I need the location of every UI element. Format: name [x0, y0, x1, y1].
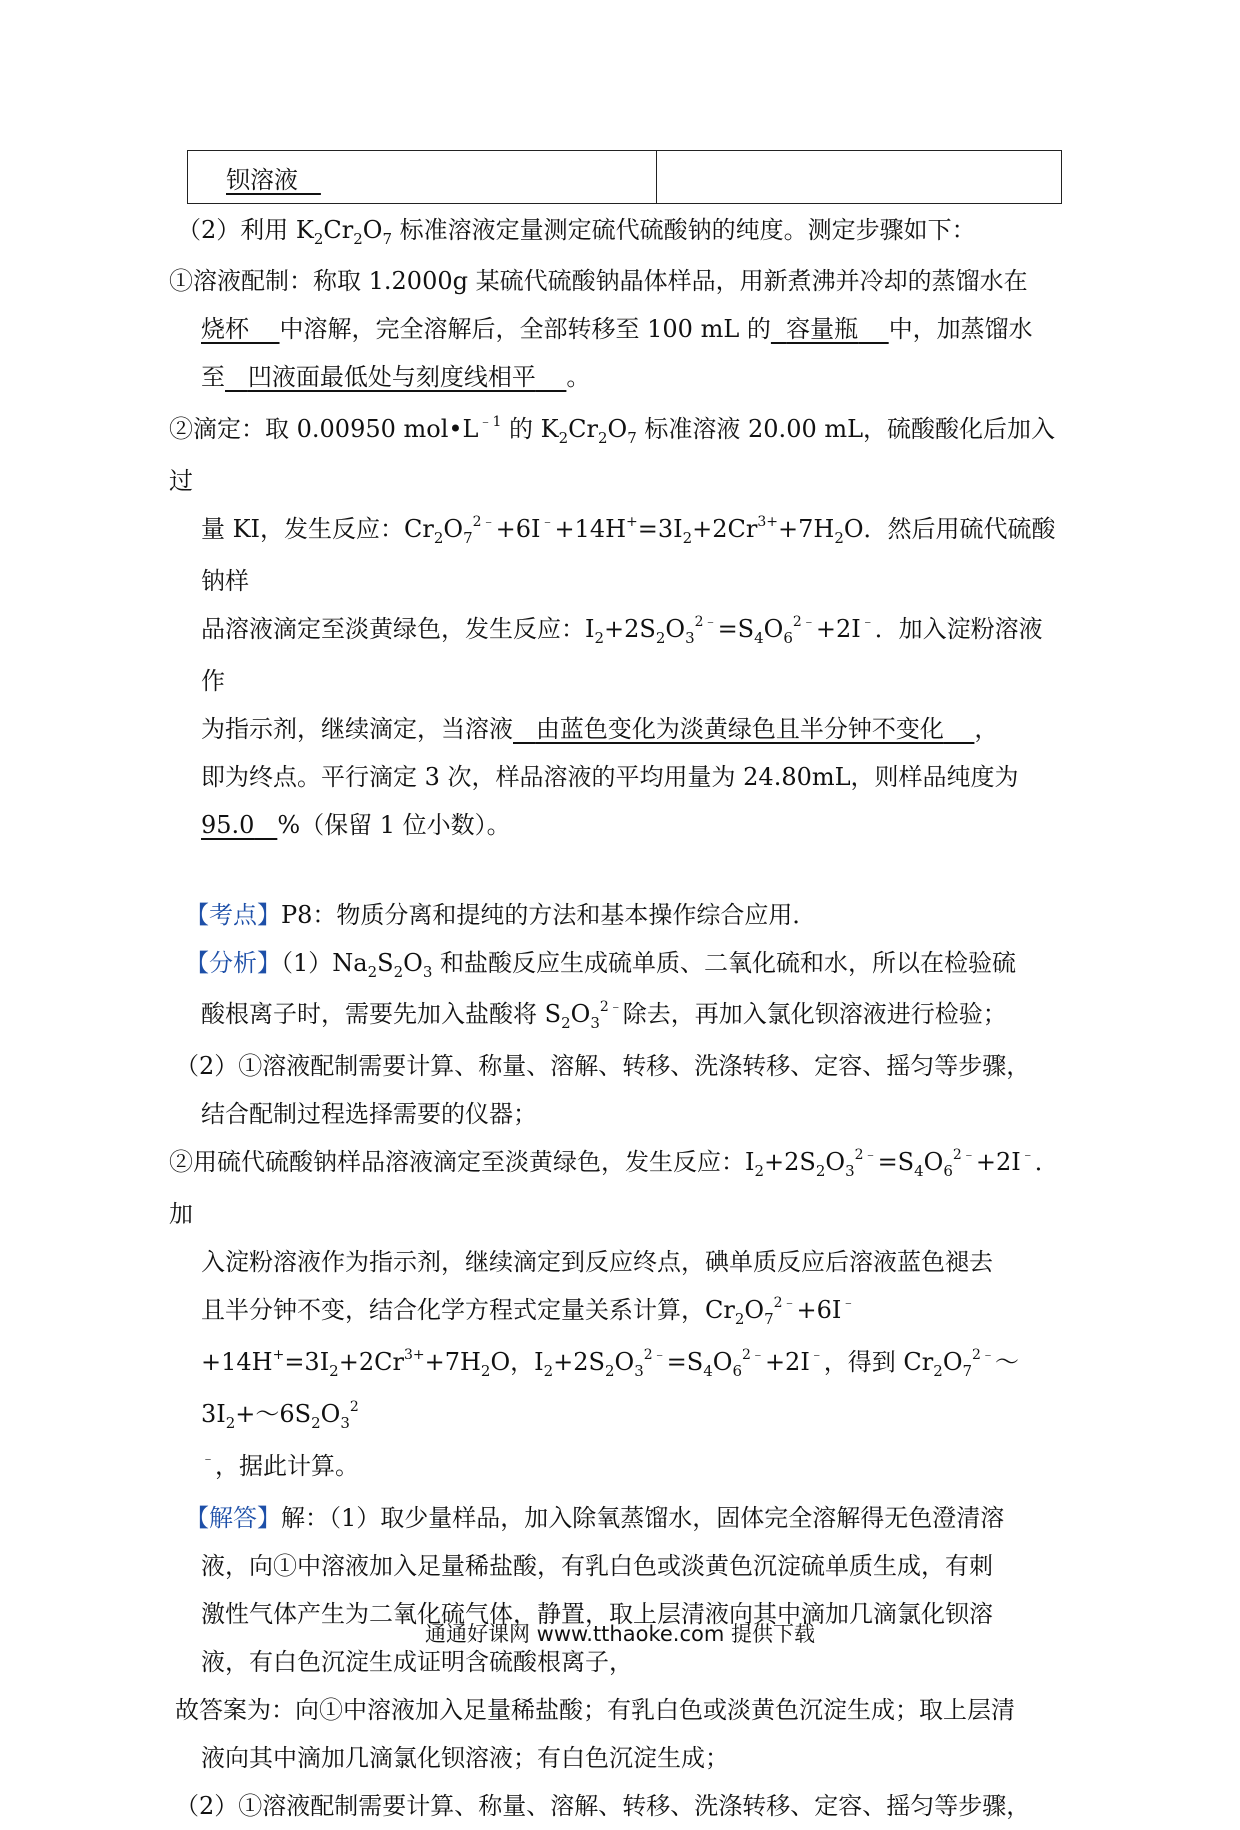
kaodian-section: [185, 891, 1065, 939]
jieda-line: 液向其中滴加几滴氯化钡溶液；有白色沉淀生成；: [201, 1744, 729, 1772]
table-cell: [657, 151, 1062, 204]
jieda-line: 液，有白色沉淀生成证明含硫酸根离子，: [201, 1648, 633, 1676]
step2-line: 为指示剂，继续滴定，当溶液 由蓝色变化为淡黄绿色且半分钟不变化 ，: [201, 715, 999, 743]
step2-line: 即为终点。平行滴定 3 次，样品溶液的平均用量为 24.80mL，则样品纯度为: [201, 763, 1019, 791]
step2-line: ②滴定：取 0.00950 $mol•L^{﹣1}$ 的 $K_2Cr_2O_7$ 标准溶液 20.00 mL，硫酸酸化后加入过: [169, 414, 1056, 495]
answer-blank: 烧杯: [201, 315, 249, 343]
part2-intro: （2）利用 $K_2Cr_2O_7$ 标准溶液定量测定硫代硫酸钠的纯度。测定步骤如下：: [177, 216, 976, 248]
page-footer: 通通好课网 www.tthaoke.com 提供下载: [425, 1622, 815, 1646]
jieda-line: （2）①溶液配制需要计算、称量、溶解、转移、洗涤转移、定容、摇匀等步骤，: [175, 1792, 1031, 1820]
jieda-line: 故答案为：向①中溶液加入足量稀盐酸；有乳白色或淡黄色沉淀生成；取上层清: [175, 1696, 1015, 1724]
kaodian-line: 【考点】P8：物质分离和提纯的方法和基本操作综合应用．: [185, 901, 817, 929]
table-cell: [188, 151, 657, 204]
step2-paragraph: [169, 405, 1065, 849]
fenxi-tag: 【分析】: [185, 949, 281, 977]
answer-blank: 容量瓶: [786, 315, 859, 343]
step2-line: 量 KI，发生反应：$Cr_2O_7^{2﹣}+6I^﹣+14H^+=3I_2+2Cr^{3+}+7H_2O$．然后用硫代硫酸钠样: [201, 514, 1056, 595]
step1-line: ①溶液配制：称取 1.2000g 某硫代硫酸钠晶体样品，用新煮沸并冷却的蒸馏水在: [169, 267, 1028, 295]
table-cell-answer: 钡溶液: [226, 165, 298, 194]
step1-line: 至 凹液面最低处与刻度线相平 。: [201, 363, 591, 391]
fenxi-line: 酸根离子时，需要先加入盐酸将 $S_2O_3^{2﹣}$除去，再加入氯化钡溶液进行检验；: [201, 999, 1007, 1032]
step1-line: 烧杯 中溶解，完全溶解后，全部转移至 100 mL 的 容量瓶 中，加蒸馏水: [201, 315, 1033, 343]
step2-line: 95.0 %（保留 1 位小数）。: [201, 811, 511, 839]
answer-blank: 凹液面最低处与刻度线相平: [247, 363, 536, 391]
table-row: [188, 151, 1062, 204]
answer-blank: 95.0: [201, 811, 255, 839]
jieda-line: 激性气体产生为二氧化硫气体，静置，取上层清液向其中滴加几滴氯化钡溶: [201, 1600, 993, 1628]
answer-table: [187, 150, 1062, 204]
jieda-tag: 【解答】: [185, 1504, 281, 1532]
jieda-line: 液，向①中溶液加入足量稀盐酸，有乳白色或淡黄色沉淀硫单质生成，有刺: [201, 1552, 993, 1580]
step1-paragraph: [169, 257, 1065, 401]
fenxi-line: $+14H^+=3I_2+2Cr^{3+}+7H_2O$，$I_2+2S_2O_3^{2﹣}=S_4O_6^{2﹣}+2I^﹣$，得到 $Cr_2O_7^{2﹣}\sim 3I_2+\sim 6S_2O_3^2$: [201, 1347, 1019, 1432]
fenxi-line: 入淀粉溶液作为指示剂，继续滴定到反应终点，碘单质反应后溶液蓝色褪去: [201, 1248, 993, 1276]
jieda-line: 【解答】解：（1）取少量样品，加入除氧蒸馏水，固体完全溶解得无色澄清溶: [185, 1504, 1005, 1532]
answer-blank: 由蓝色变化为淡黄绿色且半分钟不变化: [535, 715, 944, 743]
fenxi-line: ②用硫代硫酸钠样品溶液滴定至淡黄绿色，发生反应：$I_2+2S_2O_3^{2﹣}=S_4O_6^{2﹣}+2I^﹣$．加: [169, 1147, 1059, 1228]
document-body: [169, 150, 1065, 1830]
jieda-section: [175, 1494, 1065, 1830]
part2-section: [169, 206, 1065, 849]
kaodian-tag: 【考点】: [185, 901, 281, 929]
fenxi-line: 结合配制过程选择需要的仪器；: [201, 1100, 537, 1128]
step2-line: 品溶液滴定至淡黄绿色，发生反应：$I_2+2S_2O_3^{2﹣}=S_4O_6^{2﹣}+2I^﹣$．加入淀粉溶液作: [201, 614, 1043, 695]
fenxi-section: [169, 939, 1065, 1494]
fenxi-line: 【分析】$(1)Na_2S_2O_3$ 和盐酸反应生成硫单质、二氧化硫和水，所以在检验硫: [185, 949, 1016, 981]
fenxi-line: 且半分钟不变，结合化学方程式定量关系计算，$Cr_2O_7^{2﹣}+6I^﹣$: [201, 1295, 856, 1328]
fenxi-line: （2）①溶液配制需要计算、称量、溶解、转移、洗涤转移、定容、摇匀等步骤，: [175, 1052, 1031, 1080]
fenxi-line: ﹣，据此计算。: [201, 1451, 359, 1480]
